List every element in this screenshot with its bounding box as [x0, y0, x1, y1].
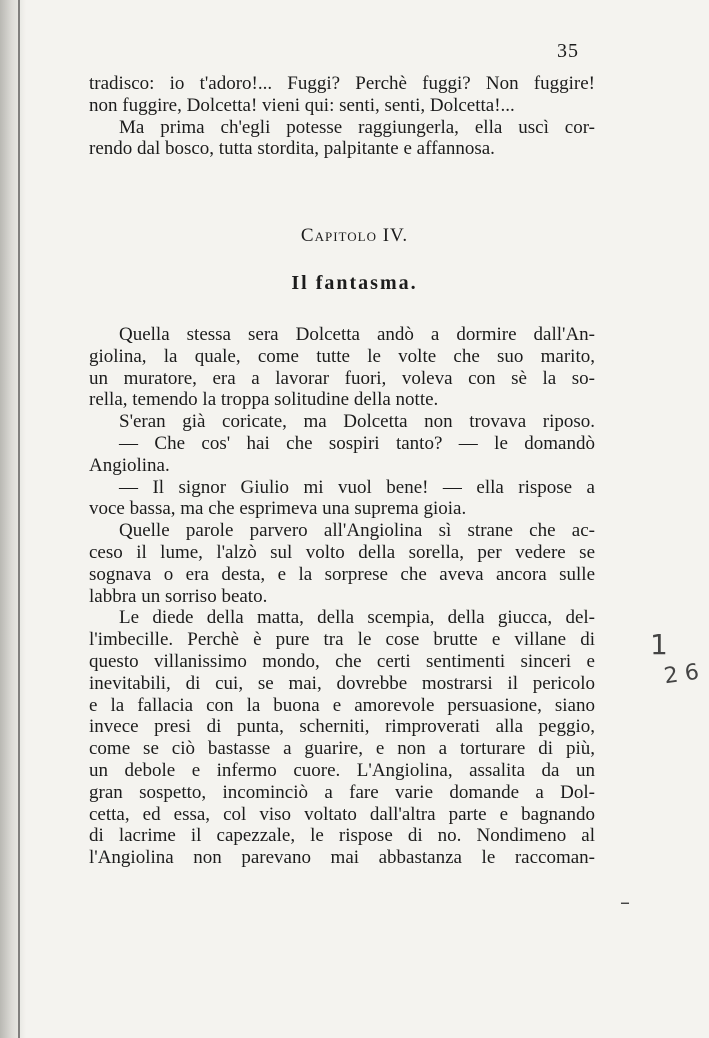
text-line: Le diede della matta, della scempia, della giucca, del-: [119, 607, 595, 629]
text-line: non fuggire, Dolcetta! vieni qui: senti, senti, Dolcetta!...: [89, 94, 515, 116]
text-line: e la fallacia con la buona e amorevole persuasione, siano: [89, 694, 595, 716]
margin-note-two: 2 6: [662, 659, 701, 690]
text-line: giolina, la quale, come tutte le volte che suo marito,: [89, 345, 595, 367]
text-line: S'eran già coricate, ma Dolcetta non trovava riposo.: [119, 411, 595, 433]
text-line: come se ciò bastasse a guarire, e non a torturare di più,: [89, 738, 595, 760]
text-line: sognava o era desta, e la sorprese che aveva ancora sulle: [89, 563, 595, 585]
text-line: un muratore, era a lavorar fuori, voleva con sè la so-: [89, 367, 595, 389]
text-line: rella, temendo la troppa solitudine della notte.: [89, 389, 439, 411]
binding-edge-line: [18, 0, 20, 1038]
text-line: cetta, ed essa, col viso voltato dall'altra parte e bagnando: [89, 803, 595, 825]
text-line: l'Angiolina non parevano mai abbastanza le raccoman-: [89, 847, 595, 869]
text-line: voce bassa, ma che esprimeva una suprema gioia.: [89, 498, 467, 520]
margin-note-dash: –: [620, 890, 630, 914]
text-line: un debole e infermo cuore. L'Angiolina, assalita da un: [89, 759, 595, 781]
text-line: Angiolina.: [89, 454, 170, 476]
text-line: Quella stessa sera Dolcetta andò a dormire dall'An-: [119, 324, 595, 345]
text-line: Ma prima ch'egli potesse raggiungerla, ella uscì cor-: [119, 116, 595, 138]
text-line: — Il signor Giulio mi vuol bene! — ella rispose a: [119, 476, 595, 498]
opening-paragraph: [89, 73, 595, 160]
text-line: questo villanissimo mondo, che certi sentimenti sinceri e: [89, 650, 595, 672]
text-line: Quelle parole parvero all'Angiolina sì strane che ac-: [119, 520, 595, 542]
text-line: di lacrime il capezzale, le rispose di no. Nondimeno al: [89, 825, 595, 847]
chapter-label: Capitolo: [300, 225, 377, 246]
chapter-heading: [0, 225, 709, 247]
text-line: invece presi di punta, scherniti, rimproverati alla peggio,: [89, 716, 595, 738]
page-left-edge-shadow: [0, 0, 26, 1038]
text-line: labbra un sorriso beato.: [89, 585, 268, 607]
chapter-number: IV.: [382, 225, 409, 246]
chapter-body: [89, 324, 595, 869]
text-line: — Che cos' hai che sospiri tanto? — le domandò: [119, 432, 595, 454]
text-line: inevitabili, di cui, se mai, dovrebbe mostrarsi il pericolo: [89, 672, 595, 694]
text-line: l'imbecille. Perchè è pure tra le cose brutte e villane di: [89, 629, 595, 651]
text-line: gran sospetto, incominciò a fare varie domande a Dol-: [89, 781, 595, 803]
text-line: rendo dal bosco, tutta stordita, palpitante e affannosa.: [89, 138, 495, 160]
chapter-title: Il fantasma.: [291, 272, 418, 294]
page-number: 35: [557, 40, 579, 62]
text-line: tradisco: io t'adoro!... Fuggi? Perchè fuggi? Non fuggire!: [89, 73, 595, 94]
text-line: ceso il lume, l'alzò sul volto della sorella, per vedere se: [89, 541, 595, 563]
margin-note-one: 1: [650, 628, 668, 661]
